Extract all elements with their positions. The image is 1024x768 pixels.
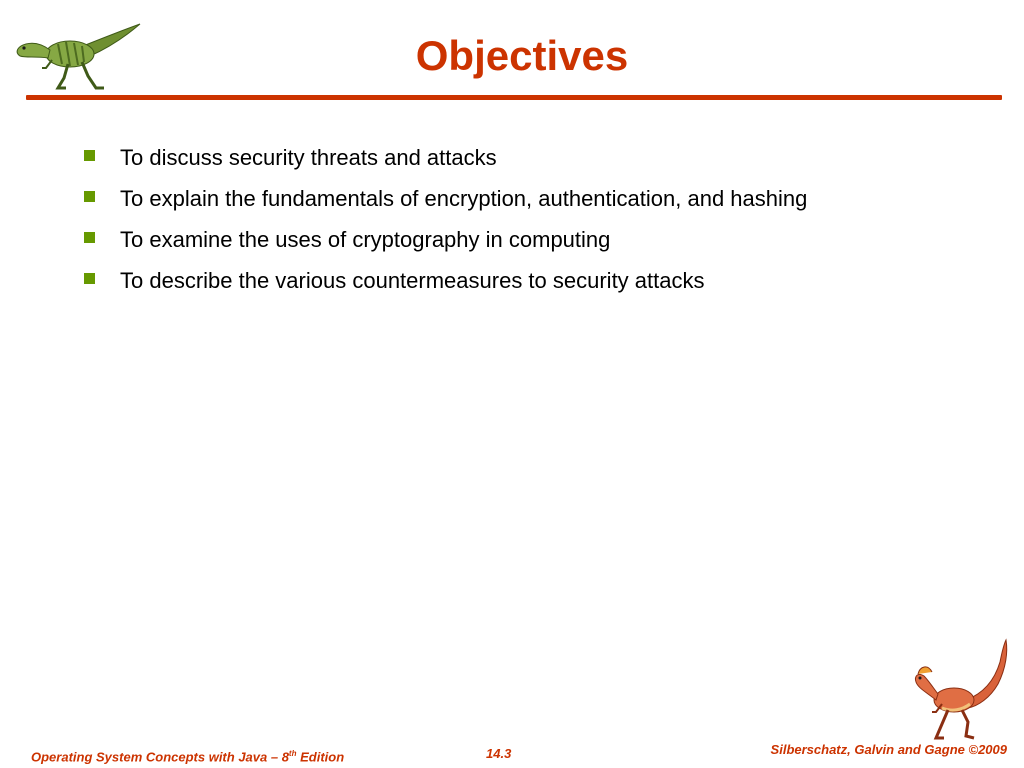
footer-book-title: [31, 744, 344, 764]
bullet-text: To discuss security threats and attacks: [120, 145, 497, 170]
square-bullet-icon: [84, 191, 95, 202]
title-underline: [26, 95, 1002, 100]
footer-book-title-text: Operating System Concepts with Java – 8: [31, 749, 289, 765]
footer-copyright: Silberschatz, Galvin and Gagne ©2009: [770, 742, 1007, 757]
footer-edition-superscript: th: [288, 749, 297, 758]
square-bullet-icon: [84, 273, 95, 284]
square-bullet-icon: [84, 150, 95, 161]
red-dinosaur-icon: [908, 638, 1012, 742]
list-item: [84, 178, 807, 219]
bullet-text: To examine the uses of cryptography in computing: [120, 227, 611, 252]
bullet-text: To explain the fundamentals of encryption, authentication, and hashing: [120, 186, 808, 211]
bullet-text: To describe the various countermeasures to security attacks: [120, 268, 705, 293]
list-item: [84, 260, 807, 301]
slide-title: Objectives: [415, 32, 629, 79]
page-number: 14.3: [486, 746, 512, 761]
objectives-list: [84, 137, 807, 301]
square-bullet-icon: [84, 232, 95, 243]
footer-edition-suffix: Edition: [296, 749, 345, 765]
list-item: [84, 137, 807, 178]
list-item: [84, 219, 807, 260]
